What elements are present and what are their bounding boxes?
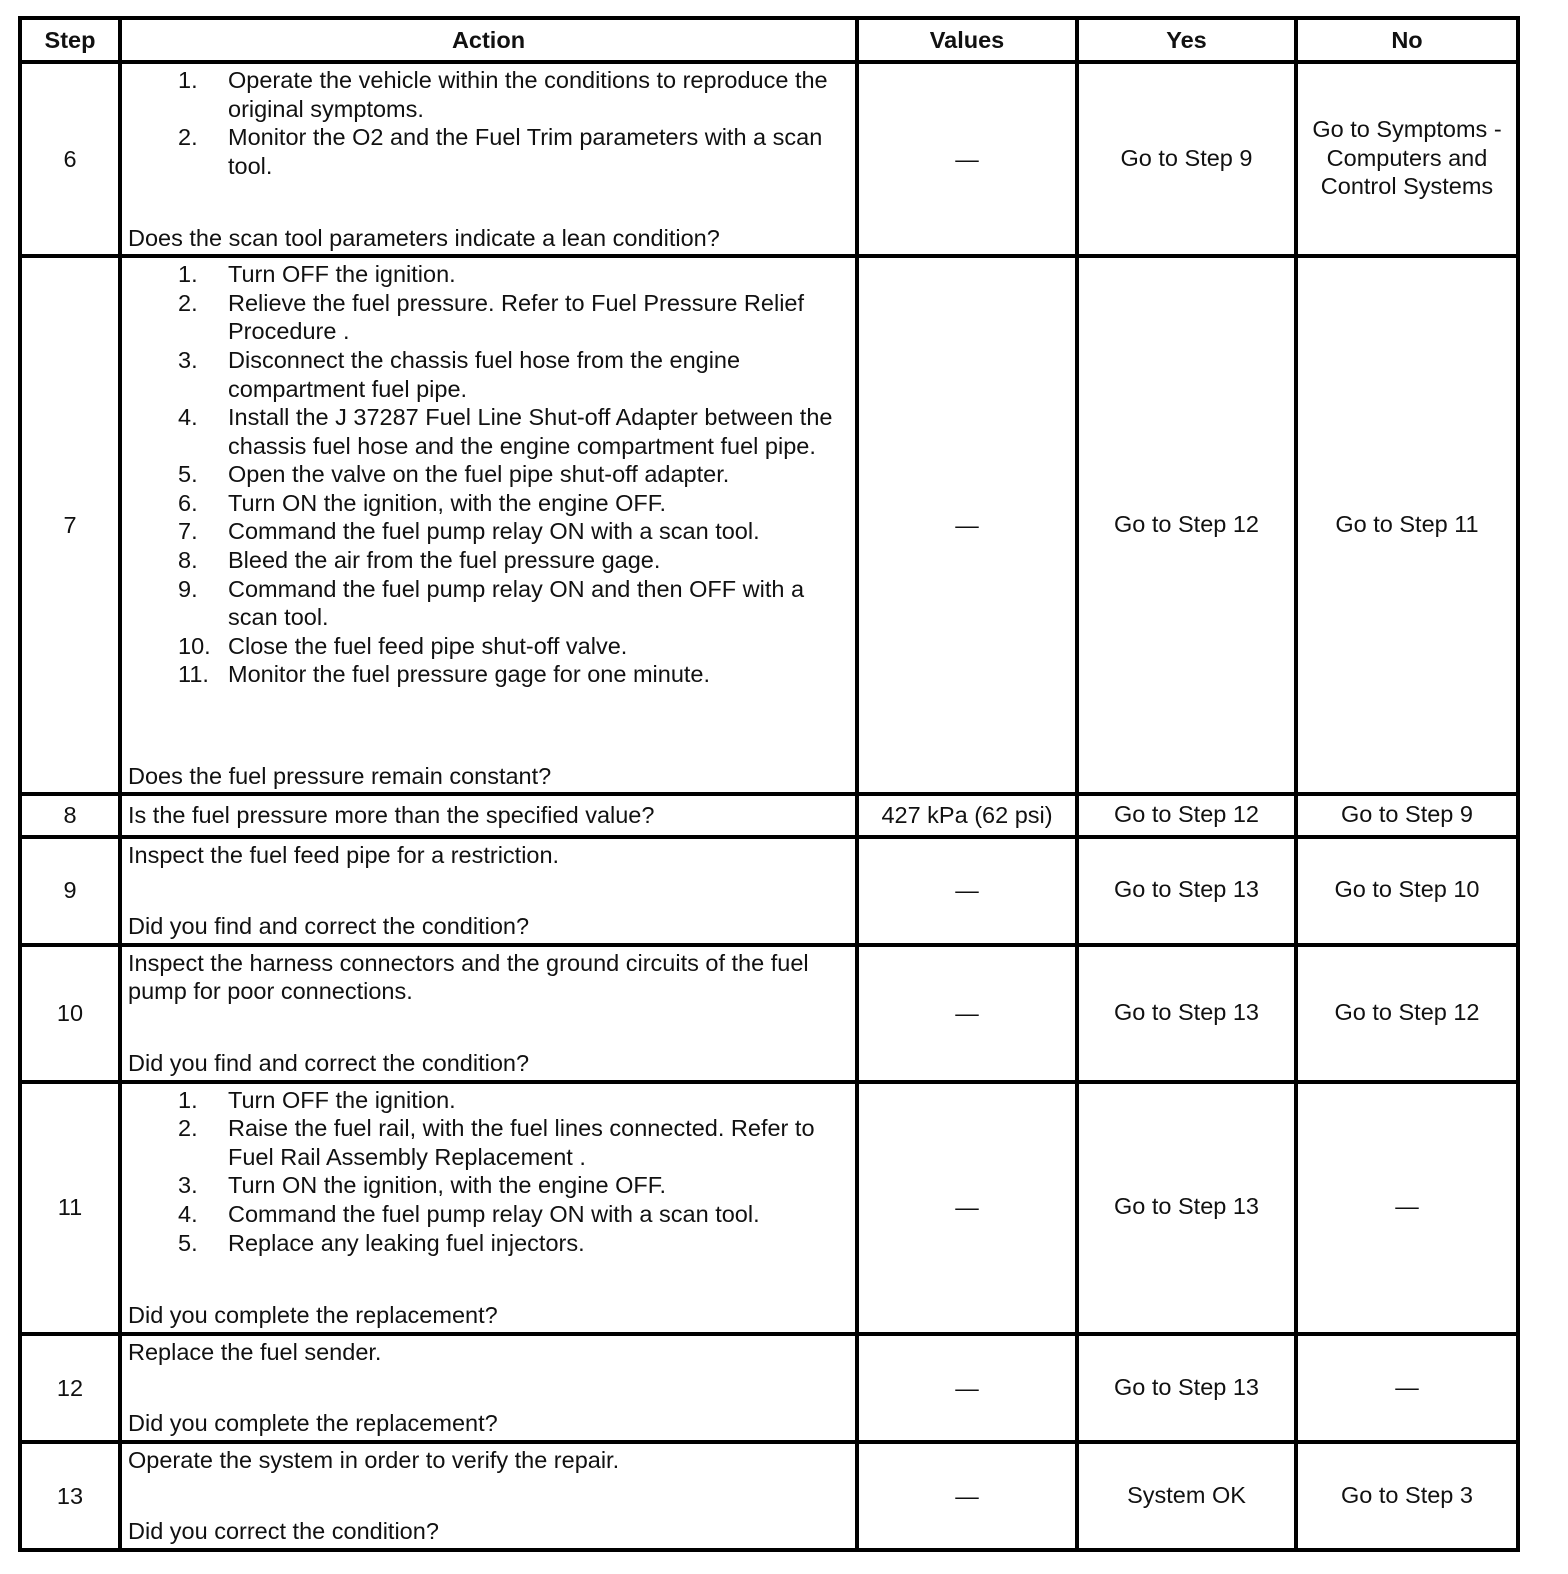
- table-row: [20, 256, 1518, 794]
- step-number: 7: [20, 256, 120, 794]
- action-text: Replace the fuel sender.: [128, 1338, 382, 1365]
- yes-cell: Go to Step 13: [1077, 1082, 1296, 1334]
- action-step: 11. Monitor the fuel pressure gage for one minute.: [178, 661, 711, 688]
- step-number: 9: [20, 837, 120, 945]
- action-question: Did you complete the replacement?: [128, 1302, 498, 1329]
- header-action: Action: [120, 18, 857, 62]
- action-text: Operate the system in order to verify the repair.: [128, 1446, 620, 1473]
- table-row: [20, 1334, 1518, 1442]
- value-cell: —: [857, 837, 1077, 945]
- action-step: 8. Bleed the air from the fuel pressure gage.: [178, 547, 661, 574]
- action-question: Did you complete the replacement?: [128, 1410, 498, 1437]
- header-values: Values: [857, 18, 1077, 62]
- action-steps: [128, 66, 851, 180]
- action-step: 1. Turn OFF the ignition.: [178, 1086, 456, 1113]
- action-text: Is the fuel pressure more than the specified value?: [128, 802, 655, 829]
- yes-cell: Go to Step 12: [1077, 256, 1296, 794]
- step-number: 6: [20, 62, 120, 256]
- value-cell: 427 kPa (62 psi): [857, 794, 1077, 836]
- no-cell: —: [1296, 1334, 1518, 1442]
- step-number: 8: [20, 794, 120, 836]
- action-step: 5. Open the valve on the fuel pipe shut-off adapter.: [178, 461, 730, 488]
- table-row: [20, 945, 1518, 1082]
- step-number: 11: [20, 1082, 120, 1334]
- action-text: Inspect the harness connectors and the ground circuits of the fuel pump for poor connections.: [128, 949, 809, 1005]
- action-question: Did you correct the condition?: [128, 1518, 439, 1545]
- value-cell: —: [857, 1082, 1077, 1334]
- action-step: 6. Turn ON the ignition, with the engine OFF.: [178, 489, 667, 516]
- value-cell: —: [857, 1334, 1077, 1442]
- action-cell: [120, 62, 857, 256]
- action-step: 2. Raise the fuel rail, with the fuel lines connected. Refer to Fuel Rail Assembly Replacement .: [178, 1115, 815, 1170]
- action-question: Did you find and correct the condition?: [128, 1050, 530, 1077]
- action-steps: [128, 1086, 851, 1258]
- action-step: 4. Install the J 37287 Fuel Line Shut-off Adapter between the chassis fuel hose and the engine compartment fuel pipe.: [178, 404, 833, 459]
- action-cell: [120, 1082, 857, 1334]
- no-cell: Go to Step 12: [1296, 945, 1518, 1082]
- no-cell: Go to Step 3: [1296, 1442, 1518, 1550]
- action-step: 7. Command the fuel pump relay ON with a scan tool.: [178, 518, 760, 545]
- value-cell: —: [857, 62, 1077, 256]
- no-cell: Go to Symptoms - Computers and Control Systems: [1296, 62, 1518, 256]
- header-row: [20, 18, 1518, 62]
- yes-cell: Go to Step 13: [1077, 837, 1296, 945]
- table-row: [20, 837, 1518, 945]
- yes-cell: Go to Step 13: [1077, 945, 1296, 1082]
- action-step: 10. Close the fuel feed pipe shut-off valve.: [178, 632, 628, 659]
- table-row: [20, 1082, 1518, 1334]
- table-row: [20, 794, 1518, 836]
- action-question: Did you find and correct the condition?: [128, 912, 530, 939]
- yes-cell: Go to Step 12: [1077, 794, 1296, 836]
- action-step: 3. Disconnect the chassis fuel hose from the engine compartment fuel pipe.: [178, 346, 741, 402]
- no-cell: —: [1296, 1082, 1518, 1334]
- value-cell: —: [857, 1442, 1077, 1550]
- action-cell: [120, 837, 857, 945]
- table-row: [20, 1442, 1518, 1550]
- no-cell: Go to Step 10: [1296, 837, 1518, 945]
- action-step: 2. Relieve the fuel pressure. Refer to Fuel Pressure Relief Procedure .: [178, 289, 805, 345]
- yes-cell: Go to Step 13: [1077, 1334, 1296, 1442]
- header-step: Step: [20, 18, 120, 62]
- action-step: 4. Command the fuel pump relay ON with a scan tool.: [178, 1201, 760, 1228]
- value-cell: —: [857, 256, 1077, 794]
- yes-cell: System OK: [1077, 1442, 1296, 1550]
- step-number: 12: [20, 1334, 120, 1442]
- action-cell: [120, 256, 857, 794]
- yes-cell: Go to Step 9: [1077, 62, 1296, 256]
- action-cell: [120, 1334, 857, 1442]
- action-steps: [128, 260, 851, 689]
- action-step: 2. Monitor the O2 and the Fuel Trim parameters with a scan tool.: [178, 124, 823, 179]
- table-row: [20, 62, 1518, 256]
- header-no: No: [1296, 18, 1518, 62]
- action-step: 9. Command the fuel pump relay ON and then OFF with a scan tool.: [178, 575, 805, 631]
- action-cell: [120, 794, 857, 836]
- header-yes: Yes: [1077, 18, 1296, 62]
- action-cell: [120, 945, 857, 1082]
- action-step: 3. Turn ON the ignition, with the engine OFF.: [178, 1172, 667, 1199]
- action-step: 1. Operate the vehicle within the conditions to reproduce the original symptoms.: [178, 67, 828, 122]
- no-cell: Go to Step 9: [1296, 794, 1518, 836]
- no-cell: Go to Step 11: [1296, 256, 1518, 794]
- value-cell: —: [857, 945, 1077, 1082]
- action-question: Does the scan tool parameters indicate a lean condition?: [128, 224, 720, 251]
- action-text: Inspect the fuel feed pipe for a restriction.: [128, 841, 560, 868]
- action-step: 1. Turn OFF the ignition.: [178, 261, 456, 288]
- action-question: Does the fuel pressure remain constant?: [128, 762, 552, 789]
- step-number: 10: [20, 945, 120, 1082]
- diagnostic-table: [18, 16, 1520, 1552]
- action-step: 5. Replace any leaking fuel injectors.: [178, 1229, 585, 1256]
- action-cell: [120, 1442, 857, 1550]
- step-number: 13: [20, 1442, 120, 1550]
